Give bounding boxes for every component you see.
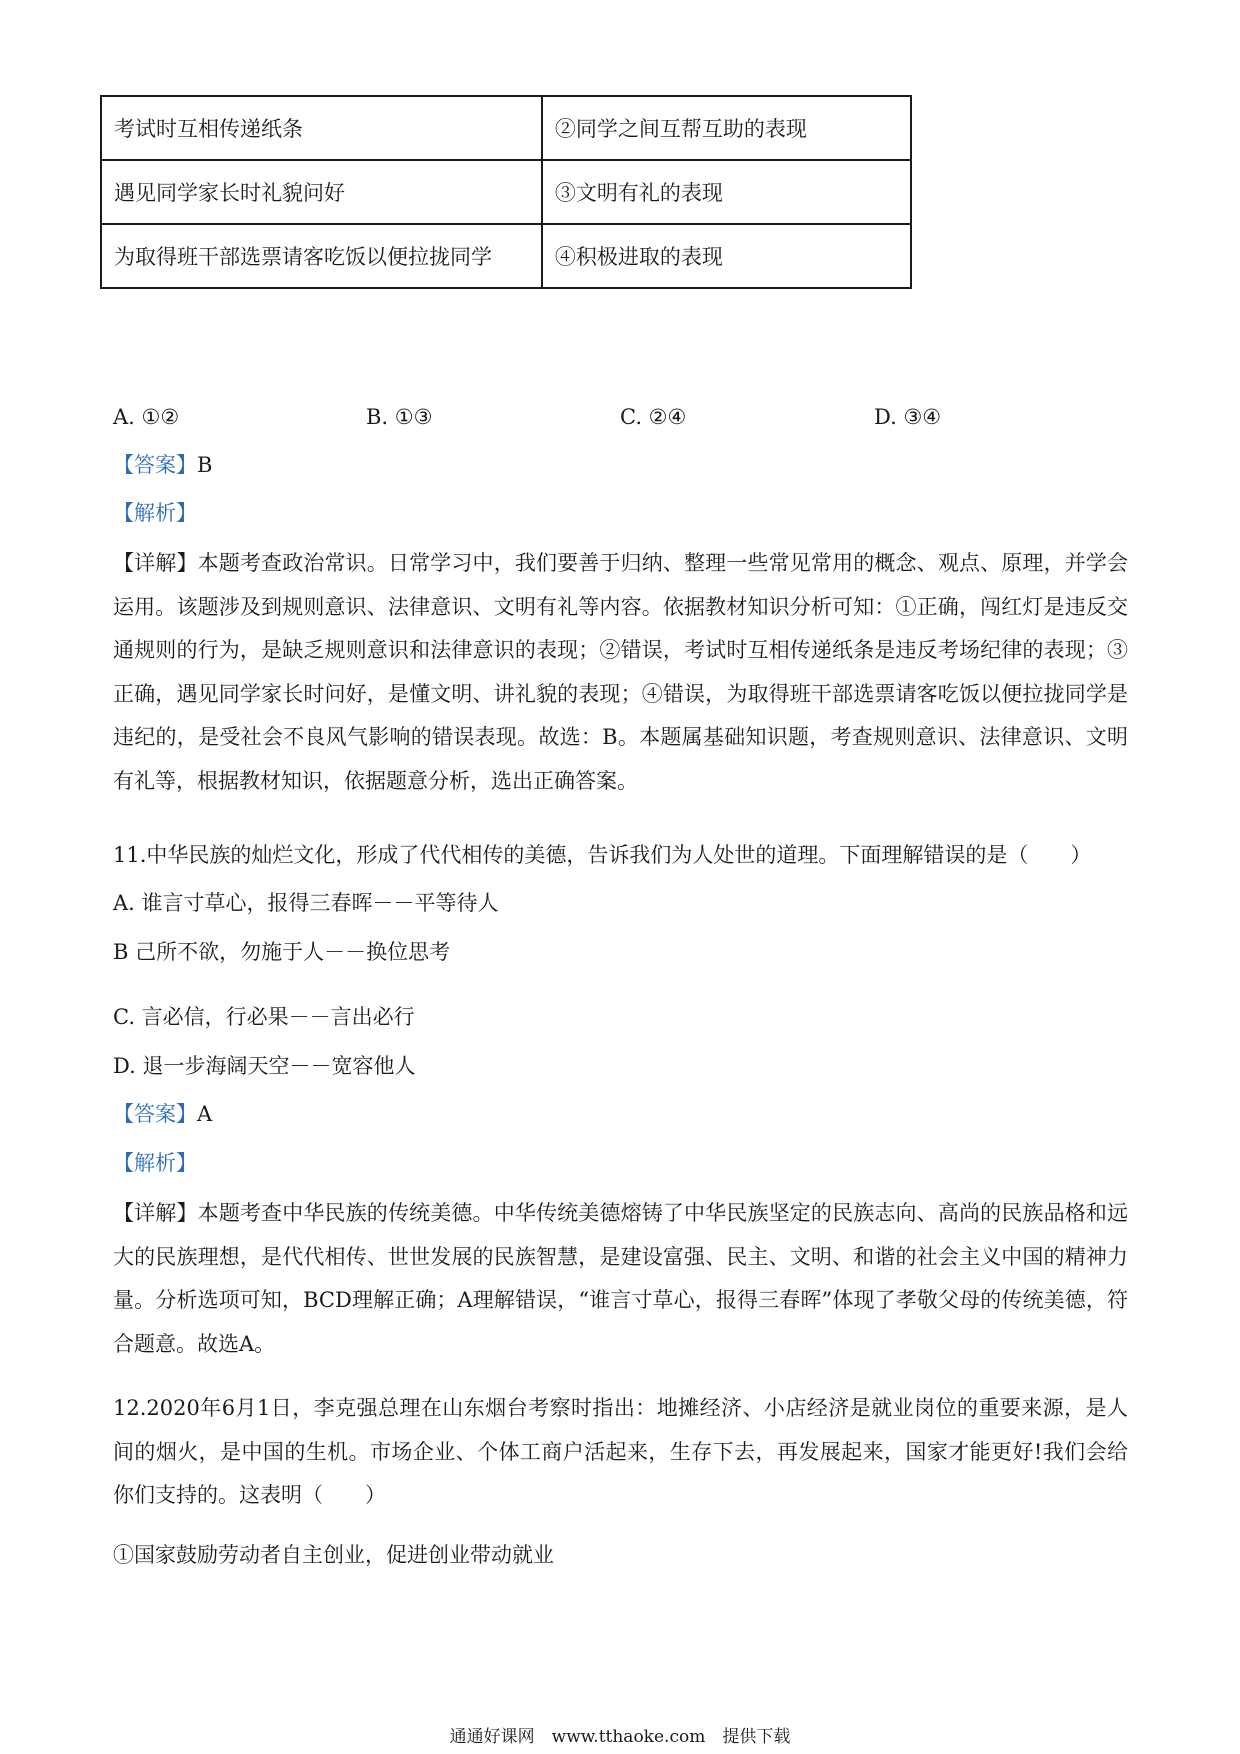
answer-tag: 【答案】 xyxy=(113,1102,197,1126)
q10-answer xyxy=(113,455,212,476)
table-cell-evaluation: ②同学之间互帮互助的表现 xyxy=(542,96,911,160)
q11-stem: 11.中华民族的灿烂文化，形成了代代相传的美德，告诉我们为人处世的道理。下面理解错误的是（ ） xyxy=(113,843,1092,867)
answer-value: B xyxy=(197,453,213,477)
q11-option-c: C. 言必信，行必果－－言出必行 xyxy=(113,1005,415,1029)
q12-item-1: ①国家鼓励劳动者自主创业，促进创业带动就业 xyxy=(113,1543,554,1567)
q11-detail xyxy=(113,1192,1128,1366)
page-footer: 通通好课网 www.tthaoke.com 提供下载 xyxy=(449,1727,791,1747)
table-row xyxy=(101,160,911,224)
answer-value: A xyxy=(197,1102,213,1126)
matching-table xyxy=(100,95,912,289)
table-cell-evaluation: ④积极进取的表现 xyxy=(542,224,911,288)
table-row xyxy=(101,224,911,288)
answer-tag: 【答案】 xyxy=(113,453,197,477)
detail-text: 本题考查政治常识。日常学习中，我们要善于归纳、整理一些常见常用的概念、观点、原理，并学会运用。该题涉及到规则意识、法律意识、文明有礼等内容。依据教材知识分析可知：①正确，闯红灯是违反交通规则的行为，是缺乏规则意识和法律意识的表现；②错误，考试时互相传递纸条是违反考场纪律的表现；③正确，遇见同学家长时问好，是懂文明、讲礼貌的表现；④错误，为取得班干部选票请客吃饭以便拉拢同学是违纪的，是受社会不良风气影响的错误表现。故选：B。本题属基础知识题，考查规则意识、法律意识、文明有礼等，根据教材知识，依据题意分析，选出正确答案。 xyxy=(113,551,1129,793)
q11-option-b: B 己所不欲，勿施于人－－换位思考 xyxy=(113,940,451,964)
table-cell-behavior: 遇见同学家长时礼貌问好 xyxy=(101,160,542,224)
q10-analysis-tag: 【解析】 xyxy=(113,501,197,525)
table-cell-behavior: 考试时互相传递纸条 xyxy=(101,96,542,160)
q11-answer xyxy=(113,1104,212,1125)
q11-analysis-tag: 【解析】 xyxy=(113,1151,197,1175)
q11-option-a: A. 谁言寸草心，报得三春晖－－平等待人 xyxy=(113,891,499,915)
detail-text: 本题考查中华民族的传统美德。中华传统美德熔铸了中华民族坚定的民族志向、高尚的民族品格和远大的民族理想，是代代相传、世世发展的民族智慧，是建设富强、民主、文明、和谐的社会主义中国的精神力量。分析选项可知，BCD理解正确；A理解错误，“谁言寸草心，报得三春晖”体现了孝敬父母的传统美德，符合题意。故选A。 xyxy=(113,1201,1129,1356)
table-cell-behavior: 为取得班干部选票请客吃饭以便拉拢同学 xyxy=(101,224,542,288)
q11-option-d: D. 退一步海阔天空－－宽容他人 xyxy=(113,1054,416,1078)
detail-tag: 【详解】 xyxy=(113,551,198,575)
q10-option-c: C. ②④ xyxy=(620,405,687,429)
q10-option-b: B. ①③ xyxy=(366,405,433,429)
detail-tag: 【详解】 xyxy=(113,1201,198,1225)
q10-option-d: D. ③④ xyxy=(874,405,942,429)
q10-option-a: A. ①② xyxy=(113,405,180,429)
table-cell-evaluation: ③文明有礼的表现 xyxy=(542,160,911,224)
table-row xyxy=(101,96,911,160)
q10-detail xyxy=(113,542,1128,803)
q12-stem: 12.2020年6月1日，李克强总理在山东烟台考察时指出：地摊经济、小店经济是就业岗位的重要来源，是人间的烟火，是中国的生机。市场企业、个体工商户活起来，生存下去，再发展起来，国家才能更好!我们会给你们支持的。这表明（ ） xyxy=(113,1396,1128,1507)
